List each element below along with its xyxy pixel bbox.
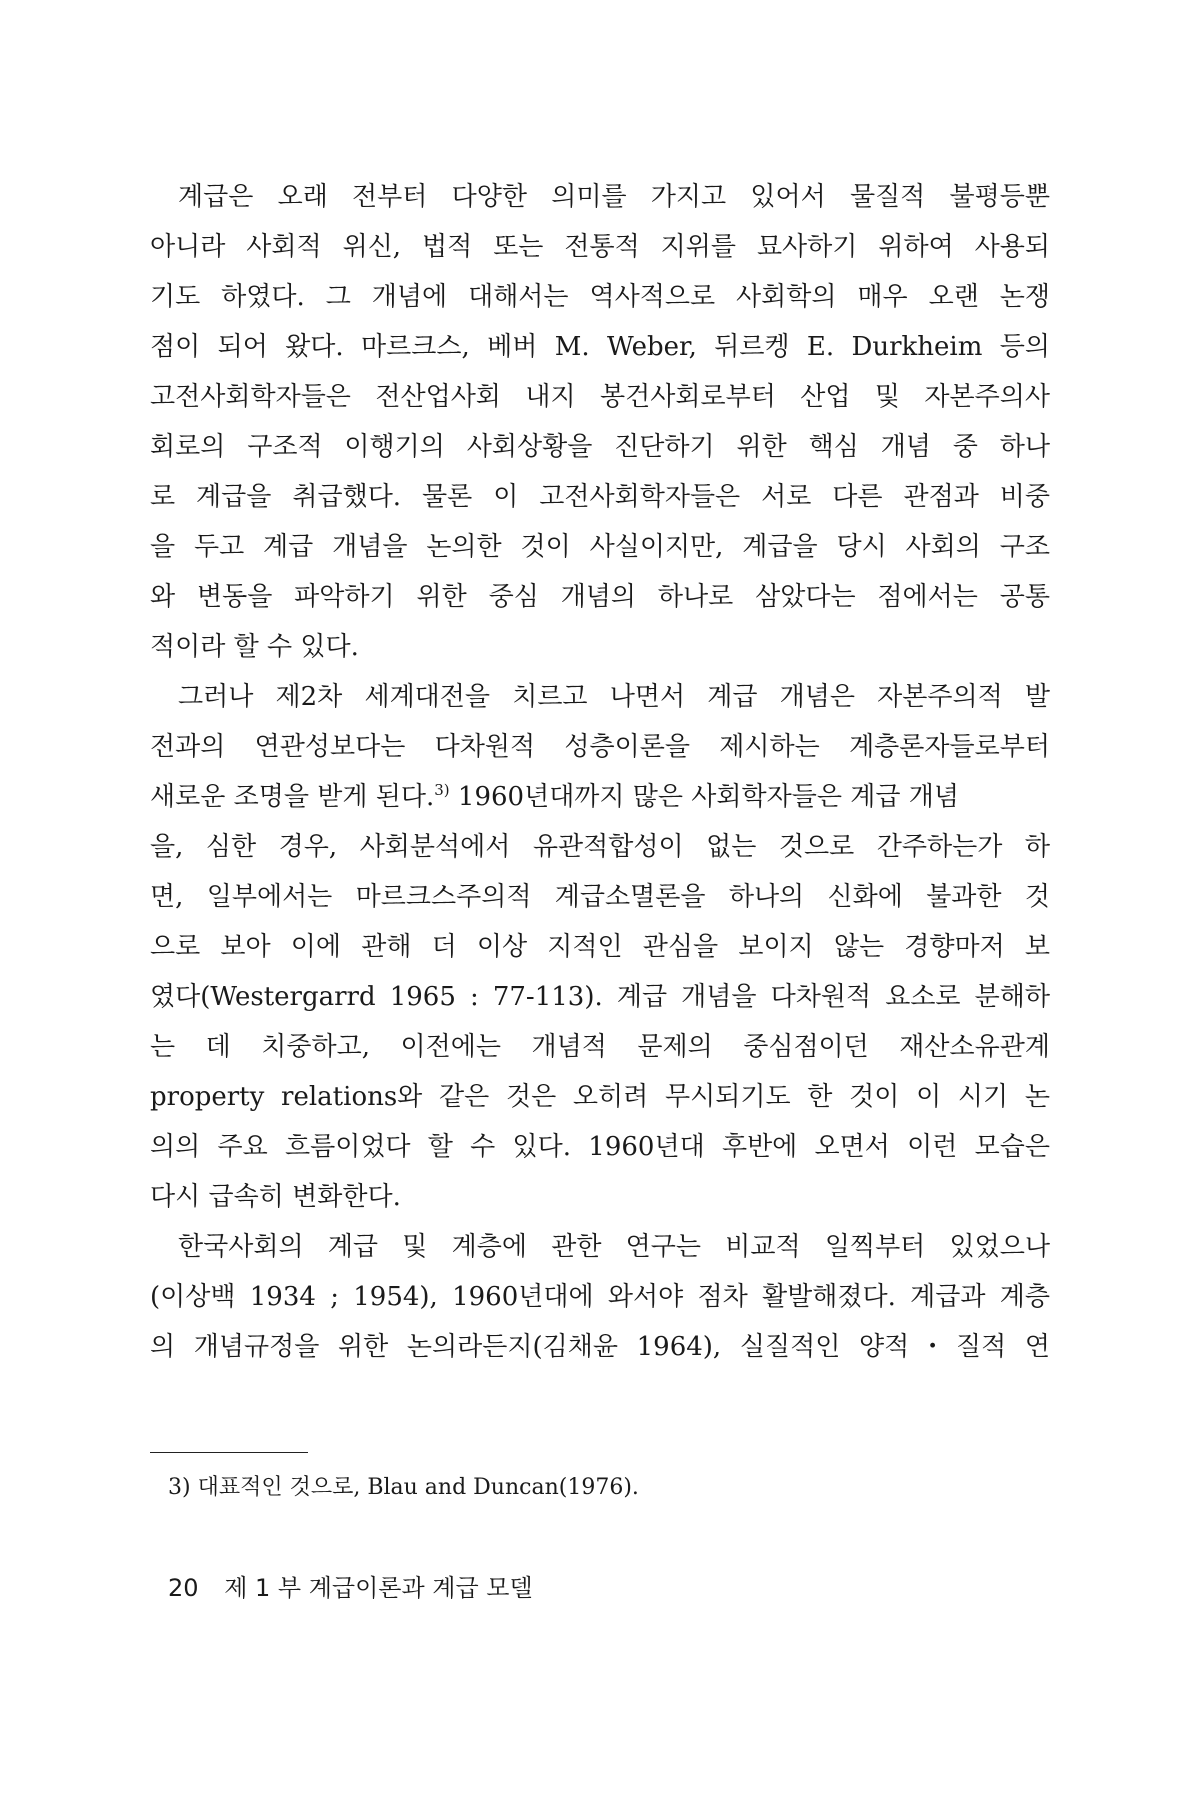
body-line: 로 계급을 취급했다. 물론 이 고전사회학자들은 서로 다른 관점과 비중	[150, 482, 1050, 512]
body-line: 을, 심한 경우, 사회분석에서 유관적합성이 없는 것으로 간주하는가 하	[150, 832, 1050, 862]
body-line: 의 개념규정을 위한 논의라든지(김채윤 1964), 실질적인 양적・질적 연	[150, 1332, 1050, 1362]
body-text-span: 1960년대까지 많은 사회학자들은 계급 개념	[449, 782, 959, 812]
footnote-reference: 3)	[434, 781, 450, 799]
body-line: 면, 일부에서는 마르크스주의적 계급소멸론을 하나의 신화에 불과한 것	[150, 882, 1050, 912]
body-line: 그러나 제2차 세계대전을 치르고 나면서 계급 개념은 자본주의적 발	[178, 682, 1050, 712]
page-number: 20	[168, 1574, 199, 1602]
body-line: 회로의 구조적 이행기의 사회상황을 진단하기 위한 핵심 개념 중 하나	[150, 432, 1050, 462]
body-line: 고전사회학자들은 전산업사회 내지 봉건사회로부터 산업 및 자본주의사	[150, 382, 1050, 412]
body-line: 기도 하였다. 그 개념에 대해서는 역사적으로 사회학의 매우 오랜 논쟁	[150, 282, 1050, 312]
body-line: 아니라 사회적 위신, 법적 또는 전통적 지위를 묘사하기 위하여 사용되	[150, 232, 1050, 262]
footnote: 3) 대표적인 것으로, Blau and Duncan(1976).	[168, 1475, 639, 1500]
body-line: 점이 되어 왔다. 마르크스, 베버 M. Weber, 뒤르켕 E. Durkheim 등의	[150, 332, 1050, 362]
body-line: 는 데 치중하고, 이전에는 개념적 문제의 중심점이던 재산소유관계	[150, 1032, 1050, 1062]
body-text	[150, 172, 1050, 1372]
body-line: 와 변동을 파악하기 위한 중심 개념의 하나로 삼았다는 점에서는 공통	[150, 582, 1050, 612]
body-line: 한국사회의 계급 및 계층에 관한 연구는 비교적 일찍부터 있었으나	[178, 1232, 1050, 1262]
page-footer	[168, 1568, 533, 1608]
body-line: 을 두고 계급 개념을 논의한 것이 사실이지만, 계급을 당시 사회의 구조	[150, 532, 1050, 562]
body-line: 으로 보아 이에 관해 더 이상 지적인 관심을 보이지 않는 경향마저 보	[150, 932, 1050, 962]
body-line: 였다(Westergarrd 1965 : 77-113). 계급 개념을 다차원적 요소로 분해하	[150, 982, 1050, 1012]
body-line: 계급은 오래 전부터 다양한 의미를 가지고 있어서 물질적 불평등뿐	[178, 182, 1050, 212]
body-text-span: 새로운 조명을 받게 된다.	[150, 782, 435, 812]
body-line: 적이라 할 수 있다.	[150, 632, 359, 662]
body-line: (이상백 1934 ; 1954), 1960년대에 와서야 점차 활발해졌다. 계급과 계층	[150, 1282, 1050, 1312]
body-line: property relations와 같은 것은 오히려 무시되기도 한 것이 이 시기 논	[150, 1082, 1050, 1112]
body-line-with-footnote-ref	[150, 772, 1050, 822]
body-line: 의의 주요 흐름이었다 할 수 있다. 1960년대 후반에 오면서 이런 모습은	[150, 1132, 1050, 1162]
body-line: 다시 급속히 변화한다.	[150, 1182, 401, 1212]
body-line: 전과의 연관성보다는 다차원적 성층이론을 제시하는 계층론자들로부터	[150, 732, 1050, 762]
running-head: 제 1 부 계급이론과 계급 모델	[224, 1574, 533, 1602]
footnote-divider	[150, 1452, 308, 1453]
